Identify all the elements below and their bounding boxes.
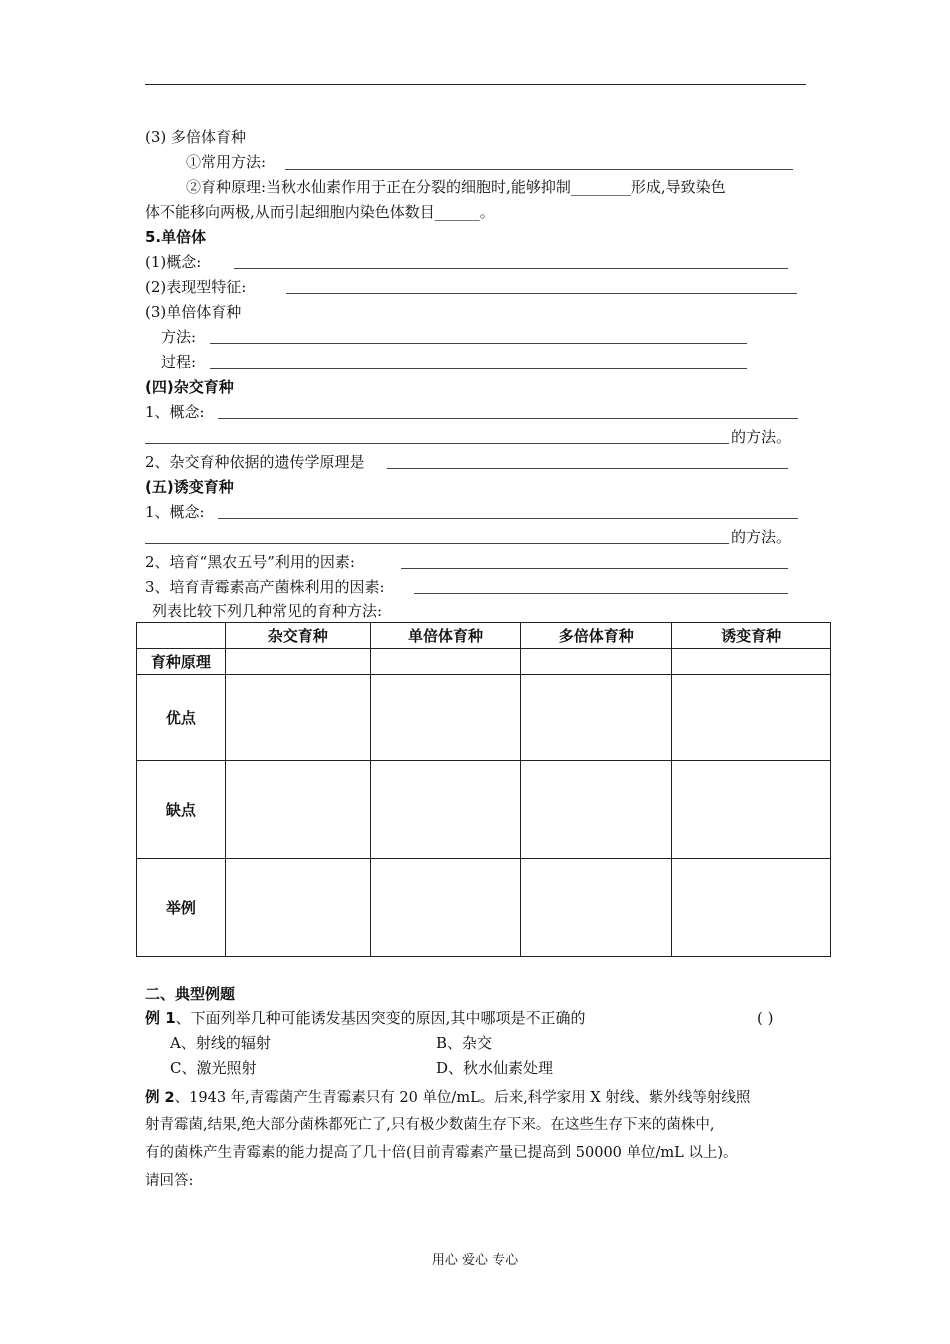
header-mutation: 诱变育种 bbox=[672, 623, 831, 649]
table-cell[interactable] bbox=[521, 649, 672, 675]
hybrid-principle-label: 2、杂交育种依据的遗传学原理是 bbox=[145, 453, 365, 471]
example-2-line1 bbox=[145, 1088, 750, 1108]
polyploid-principle-line1: ②育种原理:当秋水仙素作用于正在分裂的细胞时,能够抑制________形成,导致染色 bbox=[186, 178, 726, 196]
table-cell[interactable] bbox=[370, 675, 521, 761]
hybrid-concept-blank-1[interactable] bbox=[218, 418, 798, 419]
table-cell[interactable] bbox=[370, 649, 521, 675]
table-cell[interactable] bbox=[225, 859, 370, 957]
table-row bbox=[137, 761, 831, 859]
table-row bbox=[137, 649, 831, 675]
option-a[interactable]: A、射线的辐射 bbox=[170, 1034, 271, 1052]
polyploid-heading: (3) 多倍体育种 bbox=[145, 128, 247, 146]
example-1 bbox=[145, 1008, 585, 1028]
comparison-table bbox=[136, 622, 831, 957]
table-cell[interactable] bbox=[672, 649, 831, 675]
hybrid-method-suffix: 的方法。 bbox=[731, 428, 792, 446]
example-1-text: 、下面列举几种可能诱发基因突变的原因,其中哪项是不正确的 bbox=[175, 1009, 586, 1027]
table-corner-cell bbox=[137, 623, 226, 649]
mutation-heading: (五)诱变育种 bbox=[145, 478, 234, 496]
header-rule bbox=[145, 84, 806, 85]
table-cell[interactable] bbox=[521, 761, 672, 859]
header-haploid: 单倍体育种 bbox=[370, 623, 521, 649]
mutation-concept-blank-1[interactable] bbox=[218, 518, 798, 519]
haploid-method-label: 方法: bbox=[161, 328, 197, 346]
option-d[interactable]: D、秋水仙素处理 bbox=[436, 1059, 554, 1077]
hybrid-concept-label: 1、概念: bbox=[145, 403, 205, 421]
example-1-label: 例 1 bbox=[145, 1009, 176, 1027]
table-row bbox=[137, 859, 831, 957]
table-cell[interactable] bbox=[672, 761, 831, 859]
haploid-phenotype-label: (2)表现型特征: bbox=[145, 278, 247, 296]
page-footer: 用心 爱心 专心 bbox=[431, 1253, 519, 1268]
option-c[interactable]: C、激光照射 bbox=[170, 1059, 257, 1077]
example-2-text: 、1943 年,青霉菌产生青霉素只有 20 单位/mL。后来,科学家用 X 射线、紫外线等射线照 bbox=[174, 1090, 751, 1106]
haploid-concept-label: (1)概念: bbox=[145, 253, 202, 271]
haploid-heading: 5.单倍体 bbox=[145, 228, 207, 246]
mutation-q2-blank[interactable] bbox=[401, 568, 788, 569]
haploid-process-label: 过程: bbox=[161, 353, 197, 371]
table-cell[interactable] bbox=[370, 761, 521, 859]
row-label-examples: 举例 bbox=[137, 859, 226, 957]
table-cell[interactable] bbox=[521, 675, 672, 761]
header-hybrid: 杂交育种 bbox=[225, 623, 370, 649]
answer-bracket[interactable]: ( ) bbox=[757, 1009, 774, 1027]
mutation-concept-blank-2[interactable] bbox=[145, 543, 729, 544]
table-cell[interactable] bbox=[225, 761, 370, 859]
table-cell[interactable] bbox=[672, 859, 831, 957]
example-2-label: 例 2 bbox=[145, 1090, 175, 1106]
example-2-line2: 射青霉菌,结果,绝大部分菌株都死亡了,只有极少数菌生存下来。在这些生存下来的菌株中, bbox=[145, 1117, 715, 1133]
mutation-q3-blank[interactable] bbox=[414, 593, 788, 594]
hybrid-principle-blank[interactable] bbox=[387, 468, 788, 469]
examples-heading: 二、典型例题 bbox=[145, 985, 236, 1003]
haploid-breeding-label: (3)单倍体育种 bbox=[145, 303, 242, 321]
row-label-advantages: 优点 bbox=[137, 675, 226, 761]
table-cell[interactable] bbox=[370, 859, 521, 957]
mutation-q2-label: 2、培育“黑农五号”利用的因素: bbox=[145, 553, 355, 571]
row-label-disadvantages: 缺点 bbox=[137, 761, 226, 859]
table-cell[interactable] bbox=[225, 649, 370, 675]
mutation-q3-label: 3、培育青霉素高产菌株利用的因素: bbox=[145, 578, 385, 596]
hybrid-heading: (四)杂交育种 bbox=[145, 378, 234, 396]
mutation-concept-label: 1、概念: bbox=[145, 503, 205, 521]
header-polyploid: 多倍体育种 bbox=[521, 623, 672, 649]
haploid-concept-blank[interactable] bbox=[234, 268, 788, 269]
haploid-method-blank[interactable] bbox=[210, 343, 747, 344]
example-2-line3: 有的菌株产生青霉素的能力提高了几十倍(目前青霉素产量已提高到 50000 单位/mL 以上)。 bbox=[145, 1145, 738, 1161]
option-b[interactable]: B、杂交 bbox=[436, 1034, 493, 1052]
row-label-principle: 育种原理 bbox=[137, 649, 226, 675]
mutation-method-suffix: 的方法。 bbox=[731, 528, 792, 546]
table-cell[interactable] bbox=[225, 675, 370, 761]
polyploid-method-blank[interactable] bbox=[285, 169, 793, 170]
table-intro: 列表比较下列几种常见的育种方法: bbox=[152, 602, 383, 620]
example-2-line4: 请回答: bbox=[145, 1173, 194, 1189]
polyploid-principle-line2: 体不能移向两极,从而引起细胞内染色体数目______。 bbox=[145, 203, 495, 221]
table-cell[interactable] bbox=[521, 859, 672, 957]
hybrid-concept-blank-2[interactable] bbox=[145, 443, 729, 444]
table-header-row bbox=[137, 623, 831, 649]
table-cell[interactable] bbox=[672, 675, 831, 761]
polyploid-method-label: ①常用方法: bbox=[186, 153, 267, 171]
haploid-process-blank[interactable] bbox=[210, 368, 747, 369]
haploid-phenotype-blank[interactable] bbox=[286, 293, 797, 294]
table-row bbox=[137, 675, 831, 761]
